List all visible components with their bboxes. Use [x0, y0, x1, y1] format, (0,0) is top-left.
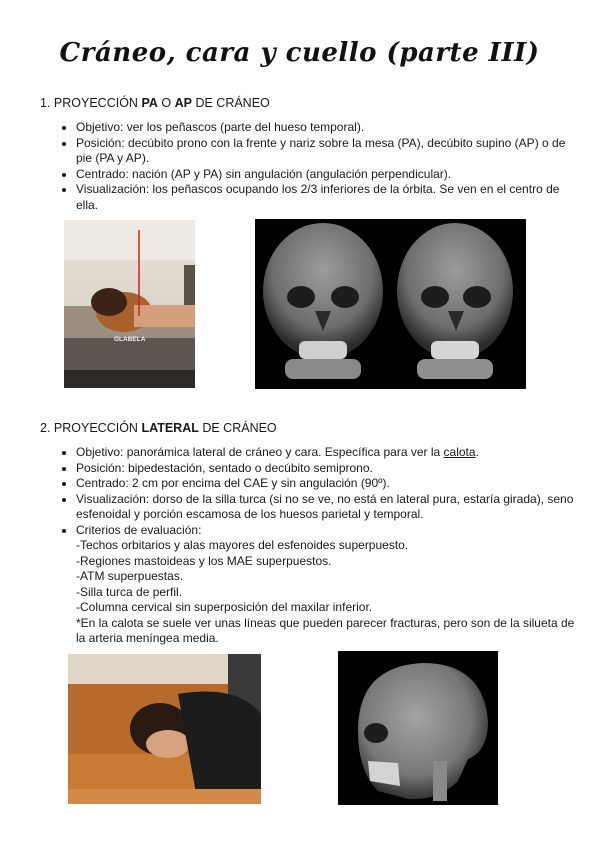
criterio-line: -ATM superpuestas.	[76, 569, 184, 583]
patient-pa-photo	[64, 220, 195, 388]
objetivo-end: .	[475, 445, 479, 459]
section1-bold2: AP	[174, 96, 192, 110]
criterio-note: *En la calota se suele ver unas líneas que pueden parecer fracturas, pero son de la silueta de la arteria meníngea media.	[76, 615, 575, 645]
criterio-line: -Columna cervical sin superposición del maxilar inferior.	[76, 600, 373, 614]
criterio-line: -Regiones mastoideas y los MAE superpuestos.	[76, 553, 332, 568]
section1-prefix: PROYECCIÓN	[53, 96, 138, 110]
list-item-objetivo	[76, 445, 578, 461]
patient-lateral-photo	[68, 654, 261, 804]
glabela-label: GLABELA	[114, 336, 146, 343]
section1-number: 1.	[40, 96, 51, 110]
section2-suffix: DE CRÁNEO	[202, 421, 277, 435]
list-item: • Centrado: 2 cm por encima del CAE y sin angulación (90º).	[76, 476, 578, 492]
list-item: • Posición: decúbito prono con la frente y nariz sobre la mesa (PA), decúbito supino (AP) o de pie (PA y AP).	[76, 136, 578, 167]
calota-link[interactable]: calota	[443, 445, 476, 459]
section2-bold: LATERAL	[141, 421, 199, 435]
section1-mid: O	[161, 96, 172, 110]
list-item: • Visualización: los peñascos ocupando los 2/3 inferiores de la órbita. Se ven en el centro de ella.	[76, 182, 578, 213]
section2-heading	[40, 421, 277, 435]
criterio-line: -Techos orbitarios y alas mayores del esfenoides superpuesto.	[76, 538, 409, 552]
objetivo-text: Objetivo: panorámica lateral de cráneo y cara. Específica para ver la	[76, 445, 444, 459]
lateral-skull-xray	[338, 651, 498, 805]
section1-suffix: DE CRÁNEO	[195, 96, 270, 110]
list-item: • Posición: bipedestación, sentado o decúbito semiprono.	[76, 461, 578, 477]
list-item-criterios	[76, 523, 578, 647]
section1-heading	[40, 96, 270, 110]
section1-bullet-list	[58, 120, 578, 213]
criterio-line: -Silla turca de perfil.	[76, 584, 183, 599]
list-item: • Visualización: dorso de la silla turca (si no se ve, no está en lateral pura, estaría girada), seno esfenoidal y porción escamosa de los huesos parietal y temporal.	[76, 492, 578, 523]
list-item: • Centrado: nación (AP y PA) sin angulación (angulación perpendicular).	[76, 167, 578, 183]
criterios-title: • Criterios de evaluación:	[76, 522, 202, 537]
section2-bullet-list	[58, 445, 578, 647]
section2-number: 2.	[40, 421, 51, 435]
section1-bold1: PA	[141, 96, 158, 110]
page-title: Cráneo, cara y cuello (parte III)	[59, 38, 540, 68]
list-item: • Objetivo: ver los peñascos (parte del hueso temporal).	[76, 120, 578, 136]
pa-skull-xray	[255, 219, 526, 389]
section2-prefix: PROYECCIÓN	[53, 421, 138, 435]
